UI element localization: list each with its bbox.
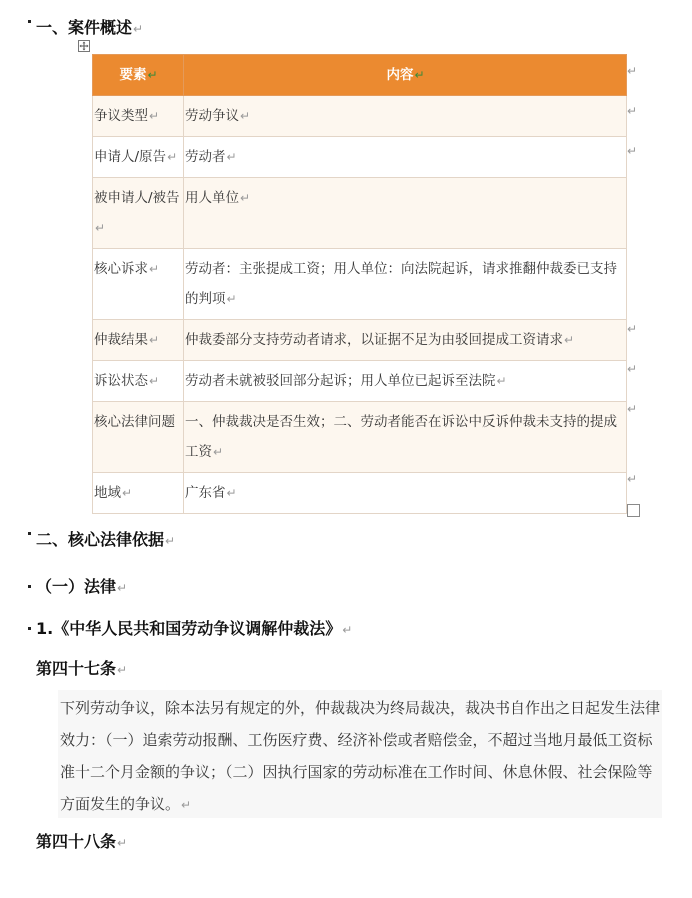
row-key: 地域↵ — [93, 473, 184, 514]
article-title: 第四十七条 — [36, 659, 117, 678]
table-row — [93, 402, 627, 473]
row-key: 被申请人/被告↵ — [93, 178, 184, 249]
header-cell-key: 要素↵ — [93, 55, 184, 96]
table-row — [93, 473, 627, 514]
table-row — [93, 249, 627, 320]
row-end-mark-icon: ↵ — [627, 64, 638, 78]
table-row — [93, 137, 627, 178]
row-end-mark-icon: ↵ — [627, 402, 638, 416]
heading-bullet — [28, 627, 31, 630]
article-heading — [36, 829, 127, 852]
row-end-mark-icon: ↵ — [627, 322, 638, 336]
paragraph-mark-icon: ↵ — [133, 22, 144, 36]
paragraph-mark-icon: ↵ — [117, 836, 128, 850]
law-heading — [36, 619, 352, 640]
section-heading — [36, 530, 175, 551]
row-end-mark-icon: ↵ — [627, 104, 638, 118]
table-row — [93, 96, 627, 137]
row-key: 申请人/原告↵ — [93, 137, 184, 178]
paragraph-mark-icon: ↵ — [342, 623, 353, 637]
article-body-quote — [58, 690, 662, 818]
paragraph-mark-icon: ↵ — [181, 798, 192, 812]
section-title: 二、核心法律依据 — [36, 530, 165, 549]
row-key: 争议类型↵ — [93, 96, 184, 137]
table-row — [93, 320, 627, 361]
row-end-mark-icon: ↵ — [627, 144, 638, 158]
row-key: 仲裁结果↵ — [93, 320, 184, 361]
table-resize-handle-icon[interactable] — [627, 504, 640, 517]
table-move-handle-icon[interactable] — [78, 40, 90, 52]
row-end-mark-icon: ↵ — [627, 362, 638, 376]
row-key: 核心法律问题 — [93, 402, 184, 473]
article-title: 第四十八条 — [36, 832, 117, 851]
row-value: 劳动争议↵ — [184, 96, 627, 137]
subsection-title: （一）法律 — [36, 577, 117, 596]
table-header-row — [93, 55, 627, 96]
paragraph-mark-icon: ↵ — [117, 663, 128, 677]
row-value: 一、仲裁裁决是否生效；二、劳动者能否在诉讼中反诉仲裁未支持的提成工资↵ — [184, 402, 627, 473]
header-cell-value: 内容↵ — [184, 55, 627, 96]
paragraph-mark-icon: ↵ — [117, 581, 128, 595]
row-end-mark-icon: ↵ — [627, 472, 638, 486]
section-heading — [36, 18, 143, 39]
row-value: 仲裁委部分支持劳动者请求，以证据不足为由驳回提成工资请求↵ — [184, 320, 627, 361]
row-value: 用人单位↵ — [184, 178, 627, 249]
section-title: 一、案件概述 — [36, 18, 133, 37]
law-title: 1.《中华人民共和国劳动争议调解仲裁法》 — [36, 619, 342, 638]
paragraph-mark-icon: ↵ — [165, 534, 176, 548]
row-key: 核心诉求↵ — [93, 249, 184, 320]
heading-bullet — [28, 532, 31, 535]
subsection-heading — [36, 577, 127, 598]
table-row — [93, 361, 627, 402]
table-row — [93, 178, 627, 249]
row-value: 劳动者↵ — [184, 137, 627, 178]
row-value: 劳动者：主张提成工资；用人单位：向法院起诉，请求推翻仲裁委已支持的判项↵ — [184, 249, 627, 320]
row-value: 劳动者未就被驳回部分起诉；用人单位已起诉至法院↵ — [184, 361, 627, 402]
row-value: 广东省↵ — [184, 473, 627, 514]
article-heading — [36, 656, 127, 679]
case-summary-table — [92, 54, 627, 514]
article-text: 下列劳动争议，除本法另有规定的外，仲裁裁决为终局裁决，裁决书自作出之日起发生法律效力：（一）追索劳动报酬、工伤医疗费、经济补偿或者赔偿金，不超过当地月最低工资标准十二个月金额的争议；（二）因执行国家的劳动标准在工作时间、休息休假、社会保险等方面发生的争议。 — [60, 699, 661, 813]
heading-bullet — [28, 585, 31, 588]
row-key: 诉讼状态↵ — [93, 361, 184, 402]
heading-bullet — [28, 20, 31, 23]
